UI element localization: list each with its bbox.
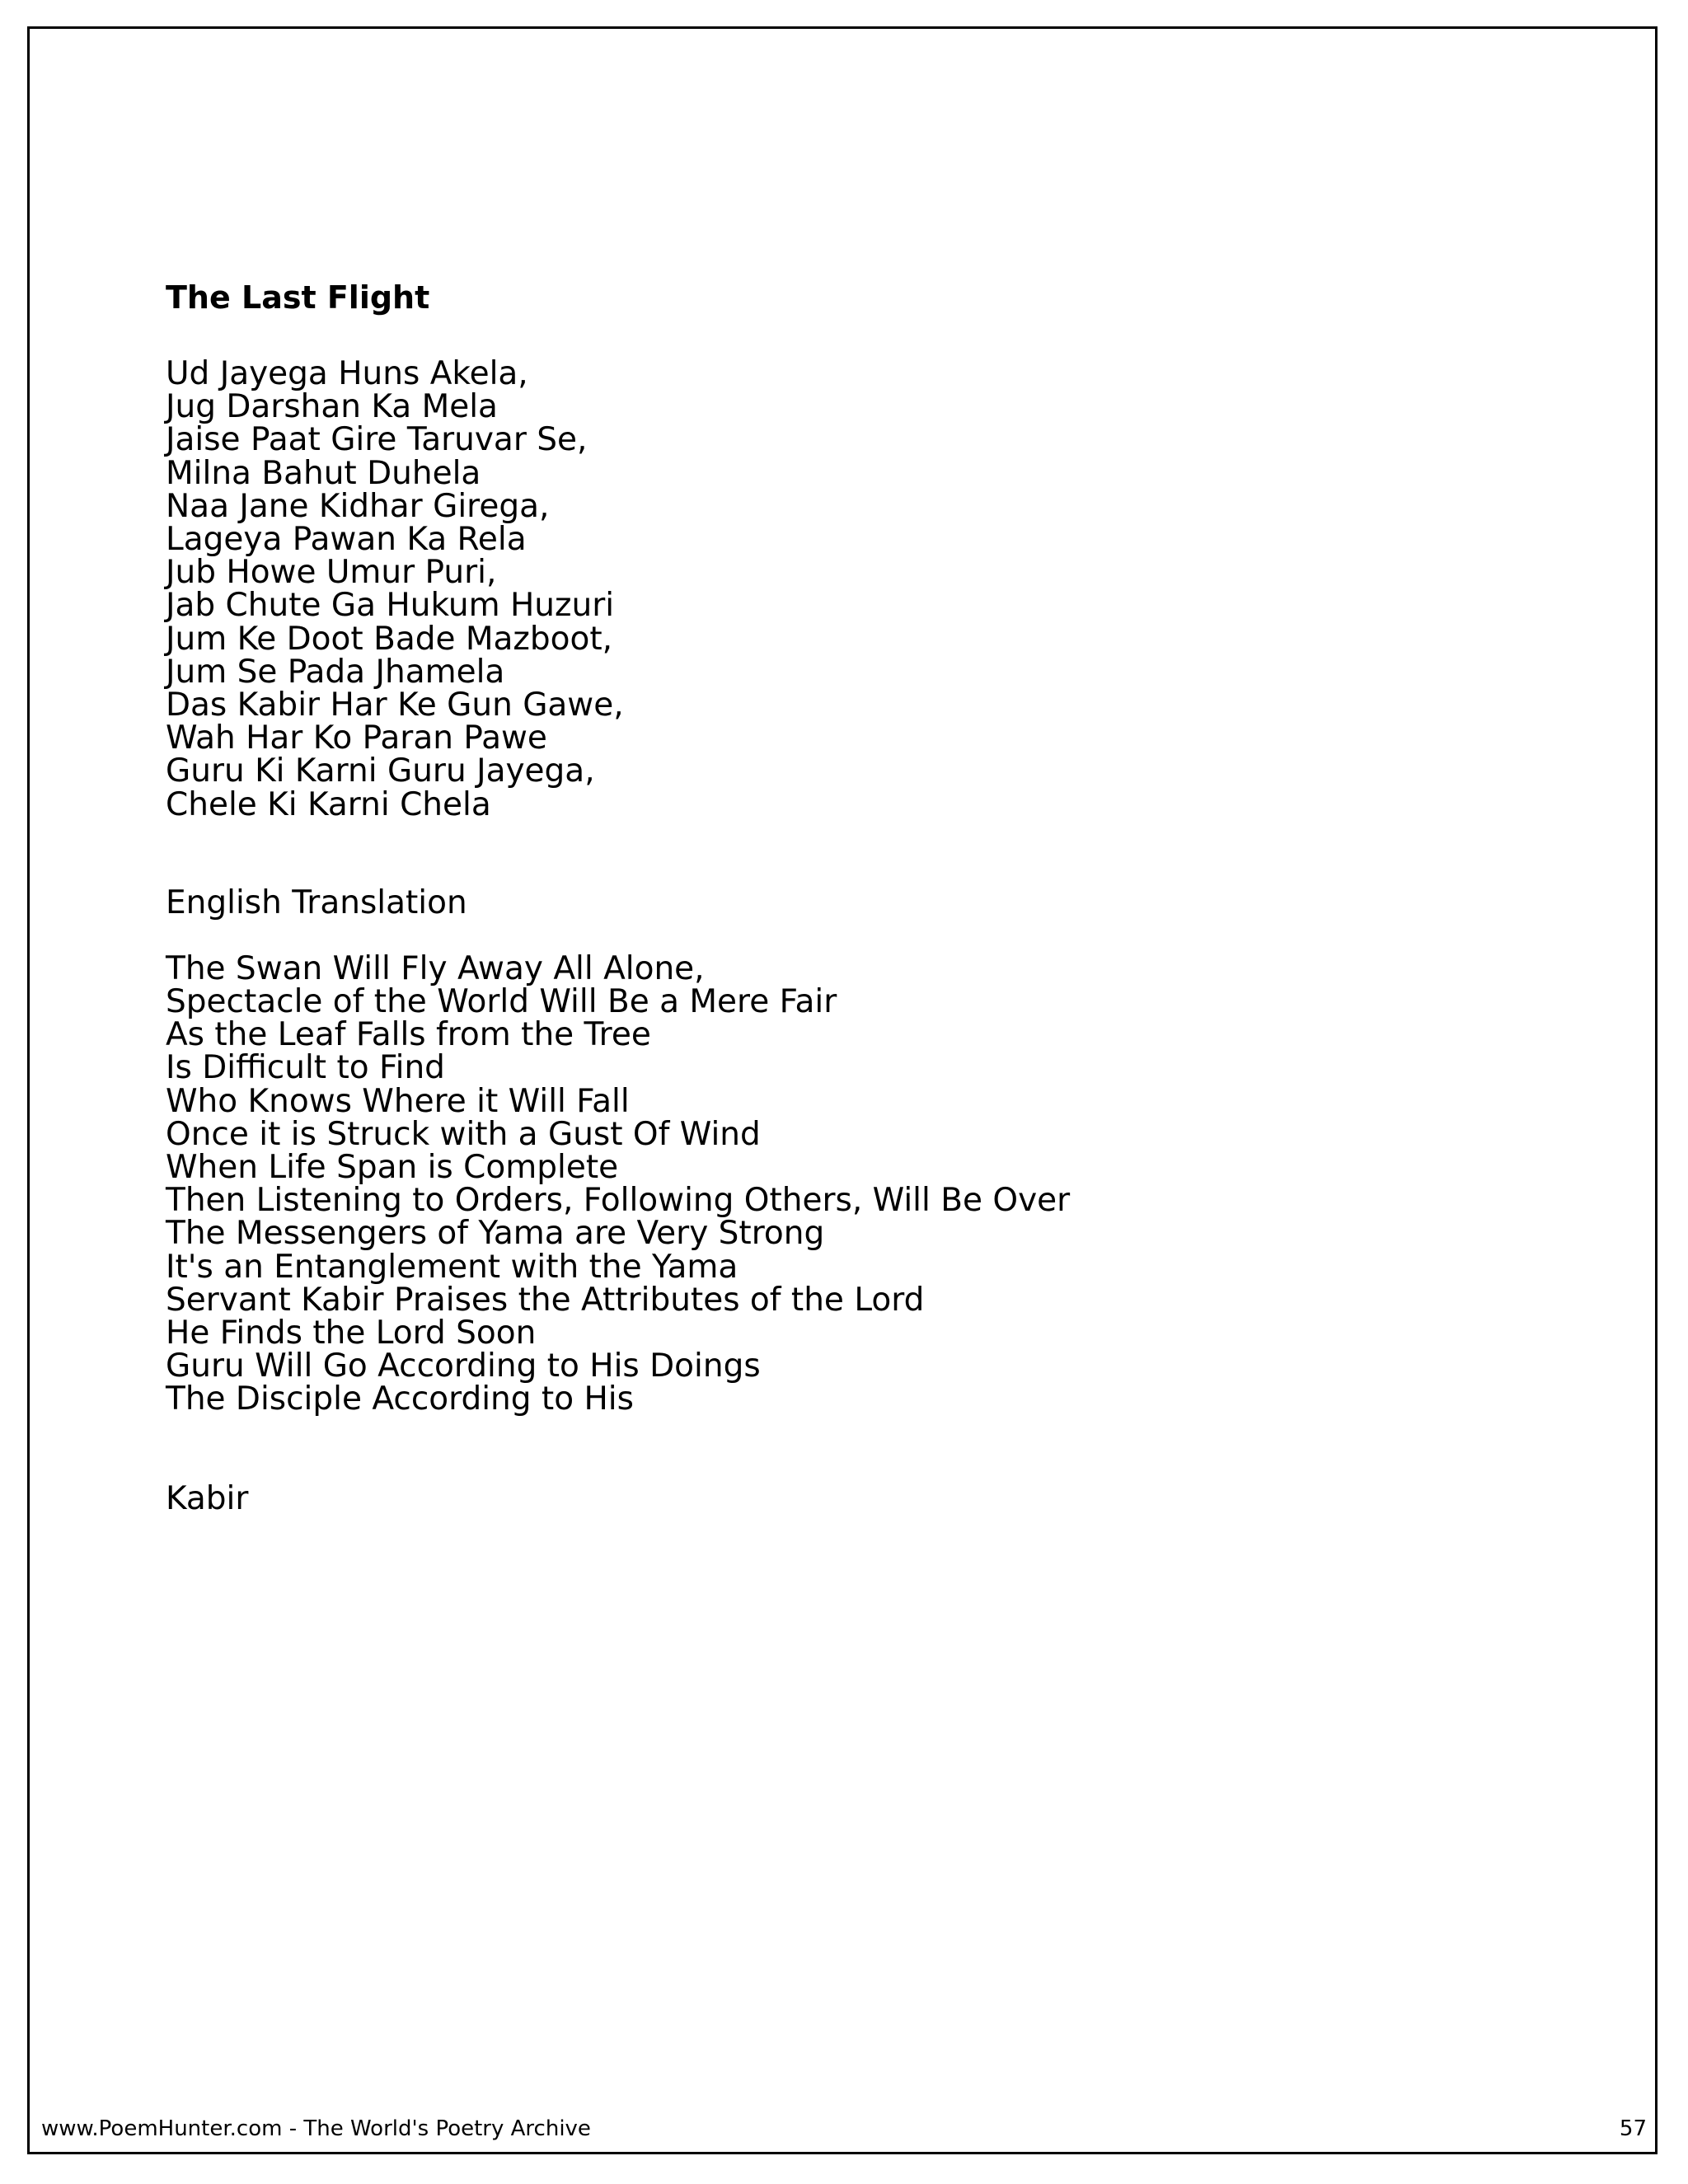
- translation-line: The Swan Will Fly Away All Alone,: [166, 949, 705, 987]
- original-line: Milna Bahut Duhela: [166, 454, 481, 492]
- translation-line: Guru Will Go According to His Doings: [166, 1347, 761, 1385]
- original-line: Guru Ki Karni Guru Jayega,: [166, 752, 595, 790]
- original-line: Jub Howe Umur Puri,: [166, 554, 497, 592]
- original-line: Jaise Paat Gire Taruvar Se,: [166, 421, 588, 459]
- poem-title: The Last Flight: [166, 279, 430, 316]
- original-line: Jab Chute Ga Hukum Huzuri: [166, 587, 615, 625]
- translation-line: The Messengers of Yama are Very Strong: [166, 1215, 825, 1253]
- translation-line: Who Knows Where it Will Fall: [166, 1082, 630, 1120]
- original-line: Das Kabir Har Ke Gun Gawe,: [166, 687, 624, 724]
- translation-line: When Life Span is Complete: [166, 1149, 619, 1187]
- translation-line: The Disciple According to His: [166, 1380, 634, 1418]
- translation-line: Servant Kabir Praises the Attributes of the Lord: [166, 1281, 925, 1319]
- translation-stanza: [166, 949, 1567, 1418]
- page-number: 57: [1619, 2116, 1647, 2141]
- translation-line: Then Listening to Orders, Following Others, Will Be Over: [166, 1182, 1071, 1220]
- translation-line: He Finds the Lord Soon: [166, 1315, 537, 1352]
- translation-line: As the Leaf Falls from the Tree: [166, 1016, 651, 1054]
- poem-author: Kabir: [166, 1479, 249, 1517]
- original-line: Wah Har Ko Paran Pawe: [166, 719, 547, 757]
- translation-line: Is Difficult to Find: [166, 1049, 445, 1087]
- translation-line: Once it is Struck with a Gust Of Wind: [166, 1115, 761, 1153]
- original-line: Chele Ki Karni Chela: [166, 785, 491, 823]
- original-line: Ud Jayega Huns Akela,: [166, 355, 528, 392]
- footer-source: www.PoemHunter.com - The World's Poetry Archive: [41, 2116, 591, 2141]
- original-line: Naa Jane Kidhar Girega,: [166, 487, 550, 525]
- original-line: Jug Darshan Ka Mela: [166, 388, 498, 426]
- original-line: Jum Se Pada Jhamela: [166, 653, 505, 691]
- translation-line: Spectacle of the World Will Be a Mere Fair: [166, 983, 837, 1021]
- original-line: Lageya Pawan Ka Rela: [166, 521, 527, 559]
- original-stanza: [166, 355, 1567, 823]
- translation-line: It's an Entanglement with the Yama: [166, 1248, 738, 1286]
- poem-content: [166, 275, 1567, 1519]
- original-line: Jum Ke Doot Bade Mazboot,: [166, 620, 613, 658]
- translation-heading: English Translation: [166, 883, 467, 921]
